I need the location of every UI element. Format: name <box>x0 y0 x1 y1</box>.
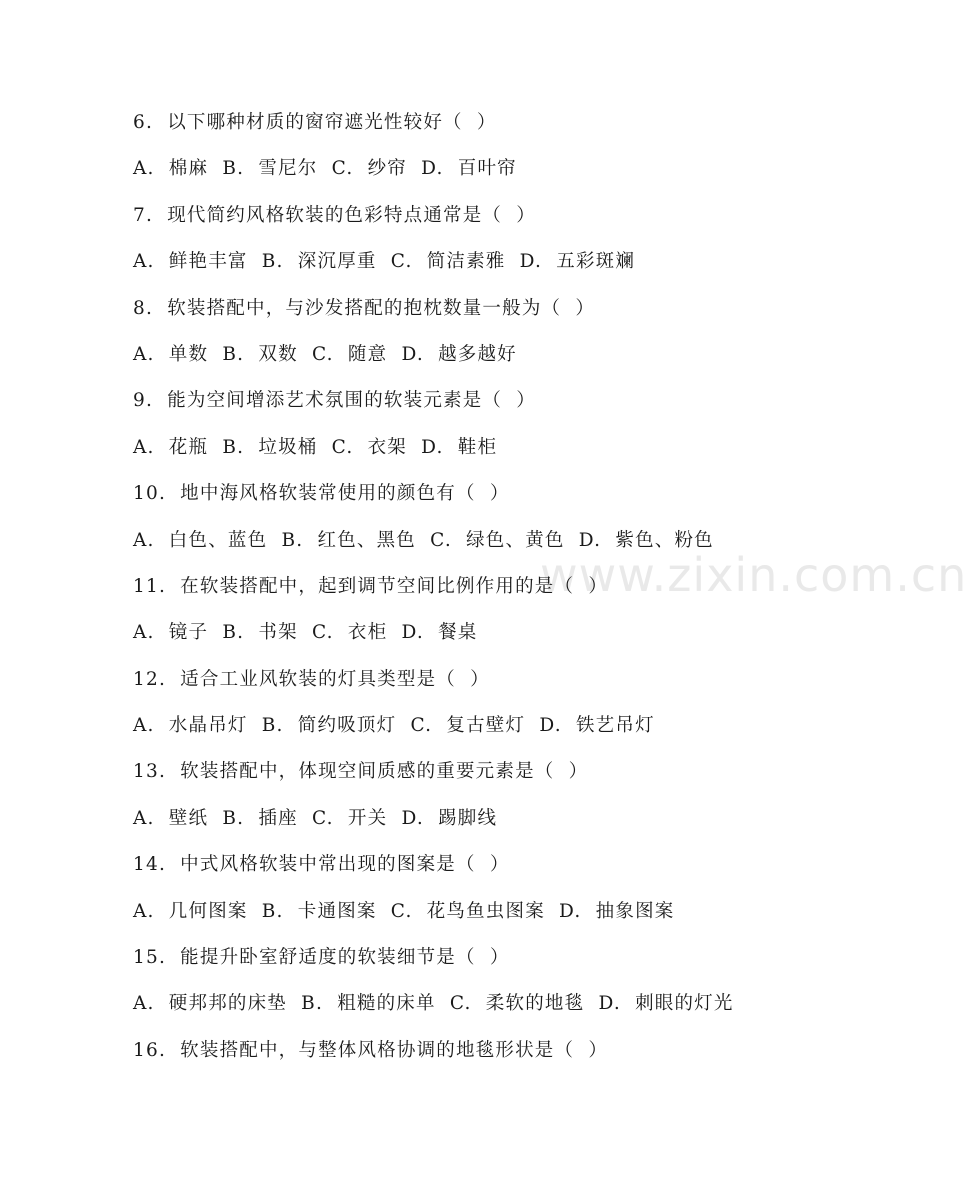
options-8: A. 单数 B. 双数 C. 随意 D. 越多越好 <box>133 343 517 365</box>
question-12: 12. 适合工业风软装的灯具类型是（ ） <box>133 668 490 690</box>
watermark: www.zixin.com.cn <box>540 548 967 602</box>
options-7: A. 鲜艳丰富 B. 深沉厚重 C. 简洁素雅 D. 五彩斑斓 <box>133 251 636 273</box>
options-6: A. 棉麻 B. 雪尼尔 C. 纱帘 D. 百叶帘 <box>133 158 517 180</box>
question-7: 7. 现代简约风格软装的色彩特点通常是（ ） <box>133 204 536 226</box>
question-13: 13. 软装搭配中，体现空间质感的重要元素是（ ） <box>133 761 589 783</box>
question-16: 16. 软装搭配中，与整体风格协调的地毯形状是（ ） <box>133 1039 609 1061</box>
options-9: A. 花瓶 B. 垃圾桶 C. 衣架 D. 鞋柜 <box>133 436 498 458</box>
question-15: 15. 能提升卧室舒适度的软装细节是（ ） <box>133 947 510 969</box>
question-11: 11. 在软装搭配中，起到调节空间比例作用的是（ ） <box>133 575 609 597</box>
question-9: 9. 能为空间增添艺术氛围的软装元素是（ ） <box>133 390 536 412</box>
options-14: A. 几何图案 B. 卡通图案 C. 花鸟鱼虫图案 D. 抽象图案 <box>133 900 675 922</box>
options-15: A. 硬邦邦的床垫 B. 粗糙的床单 C. 柔软的地毯 D. 刺眼的灯光 <box>133 993 734 1015</box>
options-12: A. 水晶吊灯 B. 简约吸顶灯 C. 复古壁灯 D. 铁艺吊灯 <box>133 715 655 737</box>
options-11: A. 镜子 B. 书架 C. 衣柜 D. 餐桌 <box>133 622 478 644</box>
question-6: 6. 以下哪种材质的窗帘遮光性较好（ ） <box>133 112 497 133</box>
question-10: 10. 地中海风格软装常使用的颜色有（ ） <box>133 483 510 505</box>
question-list <box>133 108 893 1082</box>
question-14: 14. 中式风格软装中常出现的图案是（ ） <box>133 854 510 876</box>
options-13: A. 壁纸 B. 插座 C. 开关 D. 踢脚线 <box>133 807 498 829</box>
options-10: A. 白色、蓝色 B. 红色、黑色 C. 绿色、黄色 D. 紫色、粉色 <box>133 529 714 551</box>
question-8: 8. 软装搭配中，与沙发搭配的抱枕数量一般为（ ） <box>133 297 596 319</box>
